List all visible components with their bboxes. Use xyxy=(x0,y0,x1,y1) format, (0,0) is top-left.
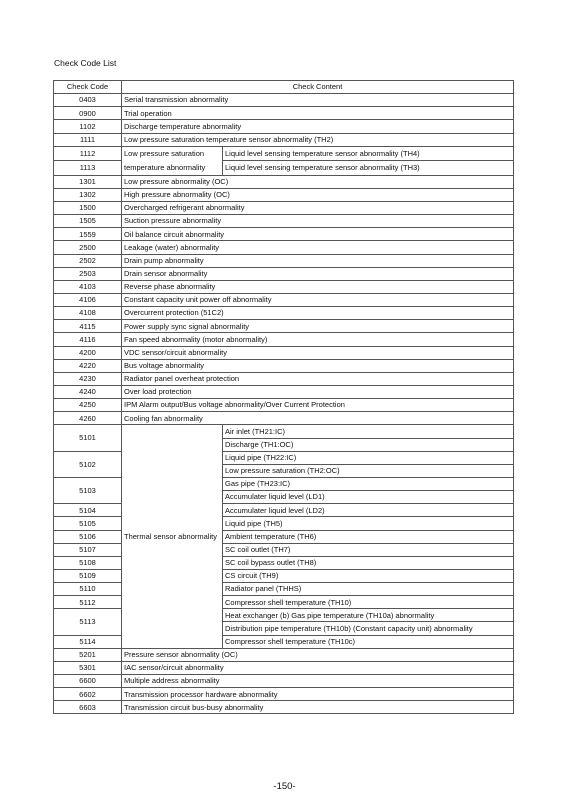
table-row xyxy=(54,372,514,385)
check-content: Serial transmission abnormality xyxy=(122,94,514,107)
sensor-item: Gas pipe (TH23:IC) xyxy=(223,477,514,490)
check-content: Power supply sync signal abnormality xyxy=(122,320,514,333)
table-row xyxy=(54,107,514,120)
sensor-item: Ambient temperature (TH6) xyxy=(223,530,514,543)
table-row xyxy=(54,320,514,333)
check-content: Transmission processor hardware abnormality xyxy=(122,688,514,701)
check-code: 5301 xyxy=(54,661,122,674)
check-code: 6603 xyxy=(54,701,122,714)
check-content: Over load protection xyxy=(122,385,514,398)
check-code: 5110 xyxy=(54,583,122,596)
check-code: 2503 xyxy=(54,267,122,280)
check-content: Low pressure saturation temperature sensor abnormality (TH2) xyxy=(122,133,514,146)
check-content: Reverse phase abnormality xyxy=(122,280,514,293)
check-code: 2502 xyxy=(54,254,122,267)
sensor-item: Accumulater liquid level (LD2) xyxy=(223,504,514,517)
table-row xyxy=(54,94,514,107)
check-content: Multiple address abnormality xyxy=(122,675,514,688)
low-pressure-group-label: Low pressure saturation temperature abnormality xyxy=(122,146,223,175)
table-row xyxy=(54,688,514,701)
check-content: Oil balance circuit abnormality xyxy=(122,228,514,241)
table-row xyxy=(54,425,514,438)
check-code: 4260 xyxy=(54,412,122,425)
check-code: 1111 xyxy=(54,133,122,146)
table-row xyxy=(54,188,514,201)
check-code: 1500 xyxy=(54,201,122,214)
sensor-item: Heat exchanger (b) Gas pipe temperature (TH10a) abnormality xyxy=(223,609,514,622)
check-content: Leakage (water) abnormality xyxy=(122,241,514,254)
sensor-item: Liquid pipe (TH5) xyxy=(223,517,514,530)
check-code: 4250 xyxy=(54,399,122,412)
check-code: 0900 xyxy=(54,107,122,120)
table-row xyxy=(54,280,514,293)
check-content: Pressure sensor abnormality (OC) xyxy=(122,648,514,661)
check-code: 1505 xyxy=(54,215,122,228)
table-row xyxy=(54,359,514,372)
check-code: 4116 xyxy=(54,333,122,346)
check-code: 1301 xyxy=(54,175,122,188)
table-row xyxy=(54,648,514,661)
check-code: 6600 xyxy=(54,675,122,688)
check-content: High pressure abnormality (OC) xyxy=(122,188,514,201)
page-number: -150- xyxy=(273,781,296,792)
check-code: 4115 xyxy=(54,320,122,333)
check-code: 4200 xyxy=(54,346,122,359)
table-row xyxy=(54,267,514,280)
check-code-table xyxy=(53,80,514,714)
table-row xyxy=(54,293,514,306)
check-code: 1559 xyxy=(54,228,122,241)
sensor-item: Compressor shell temperature (TH10c) xyxy=(223,635,514,648)
check-code: 5113 xyxy=(54,609,122,635)
table-row xyxy=(54,120,514,133)
check-code: 5112 xyxy=(54,596,122,609)
table-row xyxy=(54,661,514,674)
sensor-item: Discharge (TH1:OC) xyxy=(223,438,514,451)
check-code: 1112 xyxy=(54,146,122,161)
table-row xyxy=(54,701,514,714)
sensor-item: Compressor shell temperature (TH10) xyxy=(223,596,514,609)
table-row xyxy=(54,215,514,228)
check-code: 5107 xyxy=(54,543,122,556)
table-header-row xyxy=(54,81,514,94)
thermal-sensor-group-label: Thermal sensor abnormality xyxy=(122,425,223,648)
table-row xyxy=(54,201,514,214)
check-content: Overcurrent protection (51C2) xyxy=(122,307,514,320)
column-header-code: Check Code xyxy=(54,81,122,94)
sensor-item: Distribution pipe temperature (TH10b) (Constant capacity unit) abnormality xyxy=(223,622,514,635)
check-content: Drain pump abnormality xyxy=(122,254,514,267)
page-heading: Check Code List xyxy=(54,58,117,68)
check-code: 6602 xyxy=(54,688,122,701)
check-content: Liquid level sensing temperature sensor abnormality (TH3) xyxy=(223,161,514,176)
table-row xyxy=(54,399,514,412)
table-row xyxy=(54,307,514,320)
check-code: 5101 xyxy=(54,425,122,451)
check-code: 4220 xyxy=(54,359,122,372)
check-content: Discharge temperature abnormality xyxy=(122,120,514,133)
table-row xyxy=(54,241,514,254)
check-content: Suction pressure abnormality xyxy=(122,215,514,228)
check-content: IAC sensor/circuit abnormality xyxy=(122,661,514,674)
check-code: 4108 xyxy=(54,307,122,320)
check-content: Transmission circuit bus-busy abnormality xyxy=(122,701,514,714)
check-code: 5114 xyxy=(54,635,122,648)
check-content: Cooling fan abnormality xyxy=(122,412,514,425)
table-row xyxy=(54,228,514,241)
check-code: 5109 xyxy=(54,569,122,582)
check-content: Radiator panel overheat protection xyxy=(122,372,514,385)
check-code: 4230 xyxy=(54,372,122,385)
sensor-item: SC coil outlet (TH7) xyxy=(223,543,514,556)
check-code: 5108 xyxy=(54,556,122,569)
check-code: 5103 xyxy=(54,477,122,503)
check-code: 5102 xyxy=(54,451,122,477)
check-code: 1102 xyxy=(54,120,122,133)
check-content: Low pressure abnormality (OC) xyxy=(122,175,514,188)
check-code: 1302 xyxy=(54,188,122,201)
sensor-item: Accumulater liquid level (LD1) xyxy=(223,491,514,504)
check-code: 4240 xyxy=(54,385,122,398)
table-row xyxy=(54,133,514,146)
check-content: IPM Alarm output/Bus voltage abnormality/Over Current Protection xyxy=(122,399,514,412)
table-row xyxy=(54,175,514,188)
table-row xyxy=(54,254,514,267)
check-code: 1113 xyxy=(54,161,122,176)
table-row xyxy=(54,146,514,161)
table-row xyxy=(54,333,514,346)
check-code: 4103 xyxy=(54,280,122,293)
check-code: 2500 xyxy=(54,241,122,254)
check-content: Constant capacity unit power off abnormality xyxy=(122,293,514,306)
sensor-item: Low pressure saturation (TH2:OC) xyxy=(223,464,514,477)
check-code: 5106 xyxy=(54,530,122,543)
check-content: Trial operation xyxy=(122,107,514,120)
table-row xyxy=(54,675,514,688)
check-content: Liquid level sensing temperature sensor abnormality (TH4) xyxy=(223,146,514,161)
sensor-item: Radiator panel (THHS) xyxy=(223,583,514,596)
sensor-item: Liquid pipe (TH22:IC) xyxy=(223,451,514,464)
sensor-item: CS circuit (TH9) xyxy=(223,569,514,582)
check-content: Fan speed abnormality (motor abnormality) xyxy=(122,333,514,346)
check-code: 0403 xyxy=(54,94,122,107)
column-header-content: Check Content xyxy=(122,81,514,94)
check-content: Drain sensor abnormality xyxy=(122,267,514,280)
table-row xyxy=(54,346,514,359)
check-code: 5105 xyxy=(54,517,122,530)
check-code: 5104 xyxy=(54,504,122,517)
table-row xyxy=(54,385,514,398)
sensor-item: SC coil bypass outlet (TH8) xyxy=(223,556,514,569)
check-code: 5201 xyxy=(54,648,122,661)
check-code: 4106 xyxy=(54,293,122,306)
check-content: Bus voltage abnormality xyxy=(122,359,514,372)
check-content: Overcharged refrigerant abnormality xyxy=(122,201,514,214)
sensor-item: Air inlet (TH21:IC) xyxy=(223,425,514,438)
table-row xyxy=(54,412,514,425)
check-content: VDC sensor/circuit abnormality xyxy=(122,346,514,359)
